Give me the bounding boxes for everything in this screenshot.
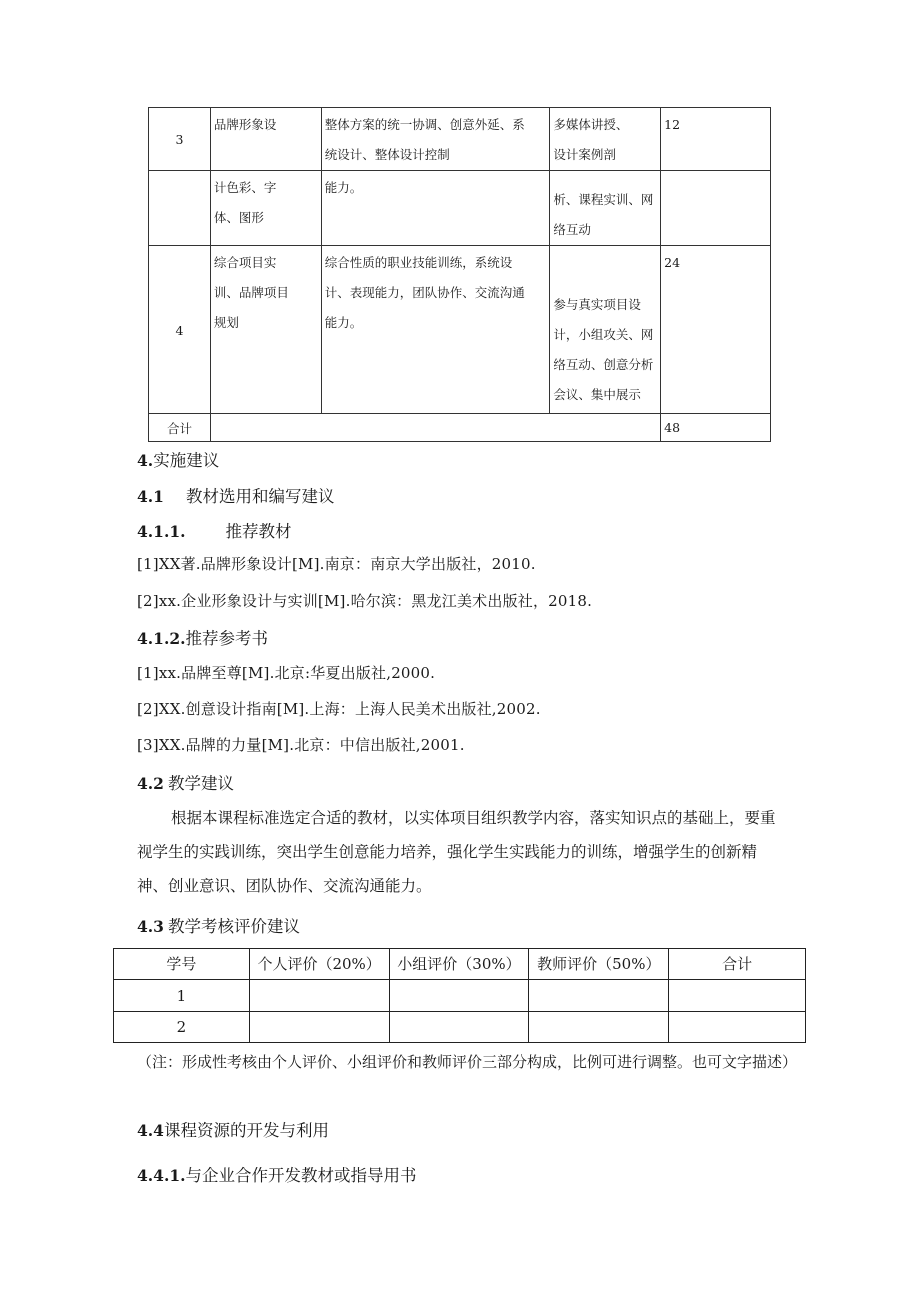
section-heading-4: 4.实施建议 (137, 451, 220, 470)
textbook-item: [1]XX著.品牌形象设计[M].南京：南京大学出版社，2010. (137, 555, 536, 573)
total-empty-cell (210, 414, 660, 442)
curriculum-table (148, 107, 771, 442)
reference-item: [2]XX.创意设计指南[M].上海：上海人民美术出版社,2002. (137, 700, 541, 718)
header-total: 合计 (669, 949, 806, 980)
table-row-total (149, 414, 771, 442)
assessment-table (113, 948, 806, 1043)
section-heading-4-1-1: 4.1.1. 推荐教材 (137, 522, 292, 541)
assessment-note: （注：形成性考核由个人评价、小组评价和教师评价三部分构成，比例可进行调整。也可文字描述） (137, 1053, 798, 1071)
hours-cell (661, 171, 771, 246)
section-heading-4-1: 4.1 教材选用和编写建议 (137, 487, 335, 506)
reference-item: [1]xx.品牌至尊[M].北京:华夏出版社,2000. (137, 664, 436, 682)
section-heading-4-2: 4.2 教学建议 (137, 774, 234, 793)
content-cell: 品牌形象设 (210, 108, 321, 171)
section-heading-4-4: 4.4课程资源的开发与利用 (137, 1121, 329, 1140)
content-cell: 计色彩、字 体、图形 (210, 171, 321, 246)
row-number: 4 (149, 246, 211, 414)
total-hours: 48 (661, 414, 771, 442)
table-row (149, 108, 771, 171)
goal-cell: 能力。 (321, 171, 550, 246)
header-teacher: 教师评价（50%） (529, 949, 669, 980)
table-row (114, 980, 806, 1012)
score-cell (389, 1012, 529, 1043)
hours-cell: 24 (661, 246, 771, 414)
header-group: 小组评价（30%） (389, 949, 529, 980)
table-row (149, 246, 771, 414)
content-cell: 综合项目实 训、品牌项目 规划 (210, 246, 321, 414)
score-cell (529, 1012, 669, 1043)
hours-cell: 12 (661, 108, 771, 171)
goal-cell: 整体方案的统一协调、创意外延、系 统设计、整体设计控制 (321, 108, 550, 171)
section-heading-4-1-2: 4.1.2.推荐参考书 (137, 629, 269, 648)
section-heading-4-3: 4.3 教学考核评价建议 (137, 917, 300, 936)
reference-item: [3]XX.品牌的力量[M].北京：中信出版社,2001. (137, 736, 465, 754)
score-cell (669, 1012, 806, 1043)
teaching-paragraph: 根据本课程标准选定合适的教材，以实体项目组织教学内容，落实知识点的基础上，要重视学生的实践训练，突出学生创意能力培养，强化学生实践能力的训练，增强学生的创新精神、创业意识、团队协作、交流沟通能力。 (137, 809, 776, 895)
table-row (114, 1012, 806, 1043)
student-id-cell: 2 (114, 1012, 250, 1043)
method-cell: 多媒体讲授、 设计案例剖 (550, 108, 661, 171)
table-row (149, 171, 771, 246)
score-cell (249, 1012, 389, 1043)
row-number (149, 171, 211, 246)
row-number: 3 (149, 108, 211, 171)
section-heading-4-4-1: 4.4.1.与企业合作开发教材或指导用书 (137, 1166, 417, 1185)
score-cell (669, 980, 806, 1012)
method-cell: 析、课程实训、网 络互动 (550, 171, 661, 246)
total-label: 合计 (149, 414, 211, 442)
goal-cell: 综合性质的职业技能训练，系统设 计、表现能力，团队协作、交流沟通 能力。 (321, 246, 550, 414)
score-cell (389, 980, 529, 1012)
method-cell: 参与真实项目设 计，小组攻关、网 络互动、创意分析 会议、集中展示 (550, 246, 661, 414)
header-student-id: 学号 (114, 949, 250, 980)
score-cell (529, 980, 669, 1012)
textbook-item: [2]xx.企业形象设计与实训[M].哈尔滨：黑龙江美术出版社，2018. (137, 592, 593, 610)
header-individual: 个人评价（20%） (249, 949, 389, 980)
assessment-header-row (114, 949, 806, 980)
score-cell (249, 980, 389, 1012)
student-id-cell: 1 (114, 980, 250, 1012)
